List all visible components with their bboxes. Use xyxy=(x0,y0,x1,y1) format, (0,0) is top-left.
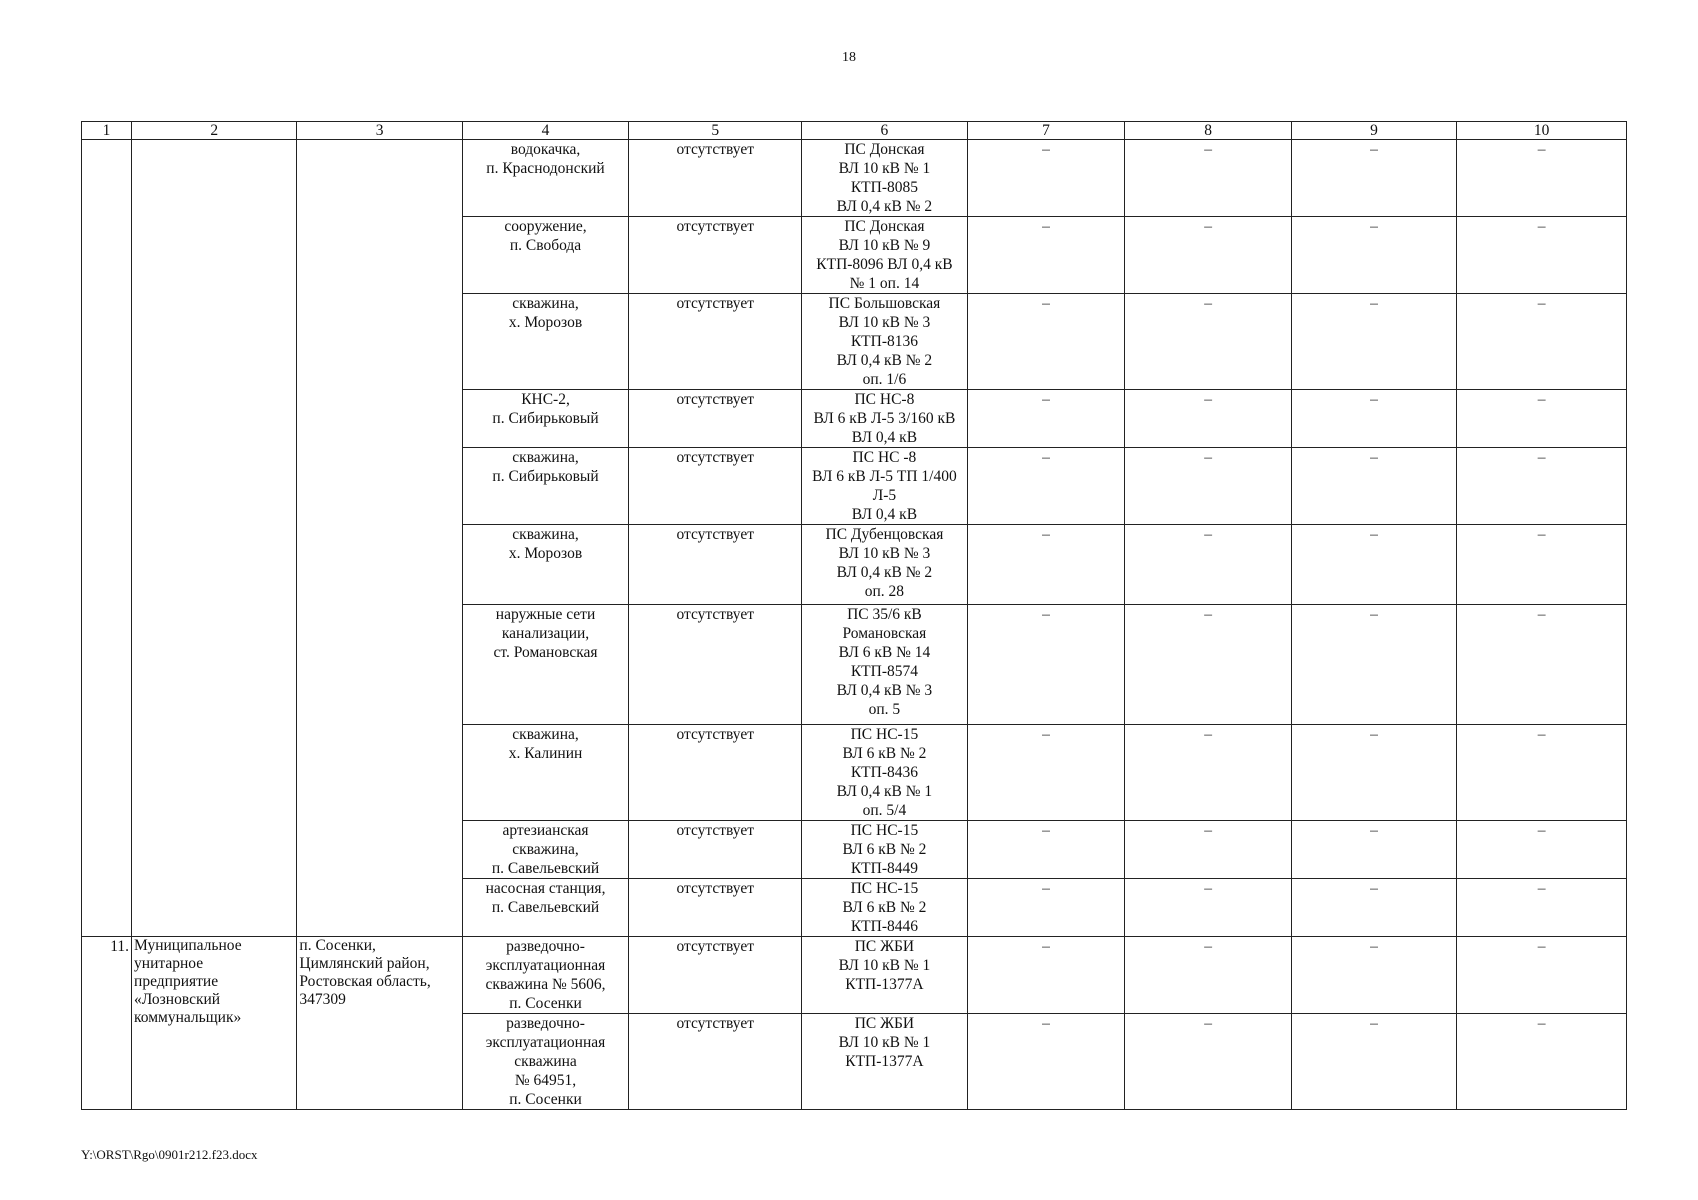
object-cell xyxy=(462,1014,628,1110)
power-supply-cell-line: ВЛ 10 кВ № 1 xyxy=(838,160,931,177)
power-supply-cell-line: Романовская xyxy=(842,625,927,642)
power-supply-cell-line: ВЛ 0,4 кВ № 2 xyxy=(836,352,933,369)
dash-cell-col9: – xyxy=(1291,879,1456,937)
power-supply-cell-line: ВЛ 6 кВ Л-5 3/160 кВ xyxy=(813,410,956,427)
table-body xyxy=(82,122,1627,1110)
dash-cell-col8: – xyxy=(1125,217,1291,294)
power-supply-cell xyxy=(802,879,967,937)
power-supply-cell-line: ВЛ 0,4 кВ № 3 xyxy=(836,682,933,699)
status-cell: отсутствует xyxy=(629,725,802,821)
status-cell: отсутствует xyxy=(629,448,802,525)
dash-cell-col10: – xyxy=(1457,448,1627,525)
organization-cell xyxy=(132,937,297,1110)
address-cell-line: п. Сосенки, xyxy=(299,937,376,954)
power-supply-cell-line: ВЛ 6 кВ № 2 xyxy=(842,899,927,916)
object-cell-line: п. Сибирьковый xyxy=(492,410,599,427)
organization-cell-line: Муниципальное xyxy=(134,937,242,954)
power-supply-cell xyxy=(802,605,967,725)
power-supply-cell xyxy=(802,140,967,217)
power-supply-cell-line: оп. 1/6 xyxy=(862,371,907,388)
dash-cell-col10: – xyxy=(1457,1014,1627,1110)
header-cell-10: 10 xyxy=(1457,122,1627,140)
dash-cell-col9: – xyxy=(1291,725,1456,821)
power-supply-cell xyxy=(802,217,967,294)
power-supply-cell xyxy=(802,937,967,1014)
object-cell-line: разведочно- xyxy=(506,1015,585,1032)
object-cell-line: п. Сибирьковый xyxy=(492,468,599,485)
dash-cell-col8: – xyxy=(1125,448,1291,525)
dash-cell-col7: – xyxy=(967,140,1125,217)
power-supply-cell-line: ВЛ 0,4 кВ № 1 xyxy=(836,783,933,800)
power-supply-cell-line: КТП-8449 xyxy=(850,860,918,877)
dash-cell-col8: – xyxy=(1125,821,1291,879)
dash-cell-col10: – xyxy=(1457,390,1627,448)
dash-cell-col8: – xyxy=(1125,390,1291,448)
power-supply-cell-line: КТП-8574 xyxy=(850,663,918,680)
object-cell xyxy=(462,448,628,525)
header-cell-4: 4 xyxy=(462,122,628,140)
dash-cell-col10: – xyxy=(1457,294,1627,390)
power-supply-cell-line: оп. 5 xyxy=(868,701,901,718)
power-supply-cell-line: ПС Дубенцовская xyxy=(825,526,944,543)
power-supply-cell-line: ВЛ 10 кВ № 9 xyxy=(838,237,931,254)
object-cell-line: водокачка, xyxy=(510,141,581,158)
status-cell: отсутствует xyxy=(629,821,802,879)
power-supply-cell-line: ВЛ 6 кВ Л-5 ТП 1/400 xyxy=(812,468,957,485)
object-cell-line: п. Сосенки xyxy=(509,1091,582,1108)
dash-cell-col8: – xyxy=(1125,605,1291,725)
power-supply-cell-line: КТП-8136 xyxy=(850,333,918,350)
dash-cell-col9: – xyxy=(1291,937,1456,1014)
object-cell-line: канализации, xyxy=(501,625,590,642)
power-supply-cell-line: ПС НС-15 xyxy=(850,822,919,839)
header-cell-9: 9 xyxy=(1291,122,1456,140)
table-row xyxy=(82,937,1627,1014)
object-cell xyxy=(462,140,628,217)
organization-cell-line: предприятие xyxy=(134,973,219,990)
dash-cell-col7: – xyxy=(967,1014,1125,1110)
object-cell-line: эксплуатационная xyxy=(485,957,606,974)
status-cell: отсутствует xyxy=(629,294,802,390)
dash-cell-col10: – xyxy=(1457,605,1627,725)
header-cell-8: 8 xyxy=(1125,122,1291,140)
document-table xyxy=(81,121,1627,1110)
power-supply-cell-line: ПС 35/6 кВ xyxy=(847,606,922,623)
power-supply-cell-line: ПС НС-8 xyxy=(854,391,915,408)
object-cell xyxy=(462,821,628,879)
status-cell: отсутствует xyxy=(629,390,802,448)
power-supply-cell-line: КТП-8085 xyxy=(850,179,918,196)
dash-cell-col9: – xyxy=(1291,217,1456,294)
object-cell-line: п. Савельевский xyxy=(491,860,600,877)
object-cell-line: ст. Романовская xyxy=(493,644,598,661)
power-supply-cell-line: оп. 5/4 xyxy=(862,802,907,819)
header-cell-5: 5 xyxy=(629,122,802,140)
dash-cell-col9: – xyxy=(1291,605,1456,725)
address-cell xyxy=(297,937,462,1110)
address-cell-line: Ростовская область, xyxy=(299,973,431,990)
object-cell-line: скважина, xyxy=(512,295,579,312)
dash-cell-col7: – xyxy=(967,448,1125,525)
power-supply-cell xyxy=(802,390,967,448)
object-cell xyxy=(462,725,628,821)
object-cell-line: п. Краснодонский xyxy=(486,160,605,177)
object-cell-line: разведочно- xyxy=(506,938,585,955)
dash-cell-col9: – xyxy=(1291,525,1456,605)
dash-cell-col7: – xyxy=(967,879,1125,937)
power-supply-cell-line: КТП-8446 xyxy=(850,918,918,935)
object-cell-line: п. Сосенки xyxy=(509,995,582,1012)
dash-cell-col8: – xyxy=(1125,140,1291,217)
dash-cell-col10: – xyxy=(1457,525,1627,605)
dash-cell-col7: – xyxy=(967,390,1125,448)
dash-cell-col10: – xyxy=(1457,217,1627,294)
object-cell-line: эксплуатационная xyxy=(485,1034,606,1051)
object-cell-line: наружные сети xyxy=(495,606,596,623)
dash-cell-col7: – xyxy=(967,605,1125,725)
power-supply-cell-line: ПС НС-15 xyxy=(850,880,919,897)
power-supply-cell-line: ВЛ 6 кВ № 2 xyxy=(842,841,927,858)
dash-cell-col10: – xyxy=(1457,879,1627,937)
dash-cell-col8: – xyxy=(1125,294,1291,390)
table-row xyxy=(82,140,1627,217)
power-supply-cell-line: ПС ЖБИ xyxy=(854,938,915,955)
power-supply-cell-line: ПС Большовская xyxy=(828,295,941,312)
object-cell-line: п. Свобода xyxy=(509,237,582,254)
power-supply-cell xyxy=(802,448,967,525)
power-supply-cell-line: ВЛ 10 кВ № 3 xyxy=(838,545,931,562)
object-cell xyxy=(462,605,628,725)
power-supply-cell-line: КТП-1377А xyxy=(845,1053,924,1070)
power-supply-cell-line: ПС ЖБИ xyxy=(854,1015,915,1032)
object-cell-line: скважина, xyxy=(512,526,579,543)
header-cell-3: 3 xyxy=(297,122,462,140)
power-supply-cell xyxy=(802,1014,967,1110)
object-cell-line: скважина xyxy=(514,1053,577,1070)
header-cell-1: 1 xyxy=(82,122,132,140)
object-cell xyxy=(462,525,628,605)
object-cell xyxy=(462,217,628,294)
power-supply-cell-line: ВЛ 6 кВ № 14 xyxy=(838,644,931,661)
object-cell xyxy=(462,390,628,448)
status-cell: отсутствует xyxy=(629,140,802,217)
dash-cell-col10: – xyxy=(1457,725,1627,821)
power-supply-cell xyxy=(802,725,967,821)
power-supply-cell-line: КТП-1377А xyxy=(845,976,924,993)
empty-cell-c1 xyxy=(82,140,132,937)
power-supply-cell-line: ВЛ 6 кВ № 2 xyxy=(842,745,927,762)
status-cell: отсутствует xyxy=(629,937,802,1014)
dash-cell-col10: – xyxy=(1457,937,1627,1014)
dash-cell-col9: – xyxy=(1291,448,1456,525)
object-cell-line: х. Калинин xyxy=(508,745,583,762)
dash-cell-col9: – xyxy=(1291,294,1456,390)
object-cell-line: № 64951, xyxy=(514,1072,577,1089)
address-cell-line: Цимлянский район, xyxy=(299,955,430,972)
empty-cell-c3 xyxy=(297,140,462,937)
dash-cell-col7: – xyxy=(967,294,1125,390)
power-supply-cell-line: оп. 28 xyxy=(864,583,905,600)
power-supply-cell-line: ПС Донская xyxy=(844,141,925,158)
object-cell-line: сооружение, xyxy=(504,218,587,235)
file-path-footer: Y:\ORST\Rgo\0901r212.f23.docx xyxy=(81,1147,258,1162)
power-supply-cell-line: Л-5 xyxy=(872,487,897,504)
dash-cell-col9: – xyxy=(1291,1014,1456,1110)
power-supply-cell-line: ВЛ 0,4 кВ xyxy=(851,506,918,523)
power-supply-cell-line: ВЛ 0,4 кВ № 2 xyxy=(836,198,933,215)
dash-cell-col9: – xyxy=(1291,821,1456,879)
organization-cell-line: «Лозновский xyxy=(134,991,221,1008)
header-cell-2: 2 xyxy=(132,122,297,140)
row-number-cell: 11. xyxy=(82,937,132,1110)
dash-cell-col7: – xyxy=(967,821,1125,879)
object-cell-line: скважина № 5606, xyxy=(485,976,606,993)
object-cell-line: х. Морозов xyxy=(508,545,583,562)
header-cell-7: 7 xyxy=(967,122,1125,140)
power-supply-cell xyxy=(802,821,967,879)
object-cell-line: КНС-2, xyxy=(521,391,570,408)
object-cell xyxy=(462,294,628,390)
organization-cell-line: унитарное xyxy=(134,955,204,972)
status-cell: отсутствует xyxy=(629,217,802,294)
object-cell-line: скважина, xyxy=(512,726,579,743)
power-supply-cell-line: КТП-8096 ВЛ 0,4 кВ xyxy=(816,256,953,273)
power-supply-cell-line: ВЛ 10 кВ № 1 xyxy=(838,957,931,974)
power-supply-cell-line: ПС Донская xyxy=(844,218,925,235)
dash-cell-col8: – xyxy=(1125,937,1291,1014)
dash-cell-col8: – xyxy=(1125,725,1291,821)
power-supply-cell xyxy=(802,294,967,390)
dash-cell-col8: – xyxy=(1125,525,1291,605)
power-supply-cell-line: КТП-8436 xyxy=(850,764,918,781)
dash-cell-col7: – xyxy=(967,217,1125,294)
organization-cell-line: коммунальщик» xyxy=(134,1009,242,1026)
object-cell-line: х. Морозов xyxy=(508,314,583,331)
object-cell-line: п. Савельевский xyxy=(491,899,600,916)
power-supply-cell xyxy=(802,525,967,605)
object-cell xyxy=(462,937,628,1014)
dash-cell-col10: – xyxy=(1457,821,1627,879)
dash-cell-col9: – xyxy=(1291,390,1456,448)
dash-cell-col8: – xyxy=(1125,1014,1291,1110)
address-cell-line: 347309 xyxy=(299,991,346,1008)
dash-cell-col7: – xyxy=(967,525,1125,605)
power-supply-cell-line: ВЛ 10 кВ № 3 xyxy=(838,314,931,331)
status-cell: отсутствует xyxy=(629,605,802,725)
power-supply-cell-line: ВЛ 0,4 кВ xyxy=(851,429,918,446)
dash-cell-col9: – xyxy=(1291,140,1456,217)
dash-cell-col8: – xyxy=(1125,879,1291,937)
object-cell-line: артезианская xyxy=(502,822,589,839)
power-supply-cell-line: ПС НС-15 xyxy=(850,726,919,743)
object-cell-line: скважина, xyxy=(512,841,579,858)
object-cell xyxy=(462,879,628,937)
dash-cell-col7: – xyxy=(967,725,1125,821)
status-cell: отсутствует xyxy=(629,1014,802,1110)
object-cell-line: скважина, xyxy=(512,449,579,466)
power-supply-cell-line: № 1 оп. 14 xyxy=(849,275,920,292)
status-cell: отсутствует xyxy=(629,879,802,937)
object-cell-line: насосная станция, xyxy=(485,880,606,897)
power-supply-cell-line: ВЛ 10 кВ № 1 xyxy=(838,1034,931,1051)
dash-cell-col7: – xyxy=(967,937,1125,1014)
page-number: 18 xyxy=(842,50,856,65)
power-supply-cell-line: ПС НС -8 xyxy=(852,449,917,466)
dash-cell-col10: – xyxy=(1457,140,1627,217)
empty-cell-c2 xyxy=(132,140,297,937)
header-row xyxy=(82,122,1627,140)
power-supply-cell-line: ВЛ 0,4 кВ № 2 xyxy=(836,564,933,581)
header-cell-6: 6 xyxy=(802,122,967,140)
status-cell: отсутствует xyxy=(629,525,802,605)
